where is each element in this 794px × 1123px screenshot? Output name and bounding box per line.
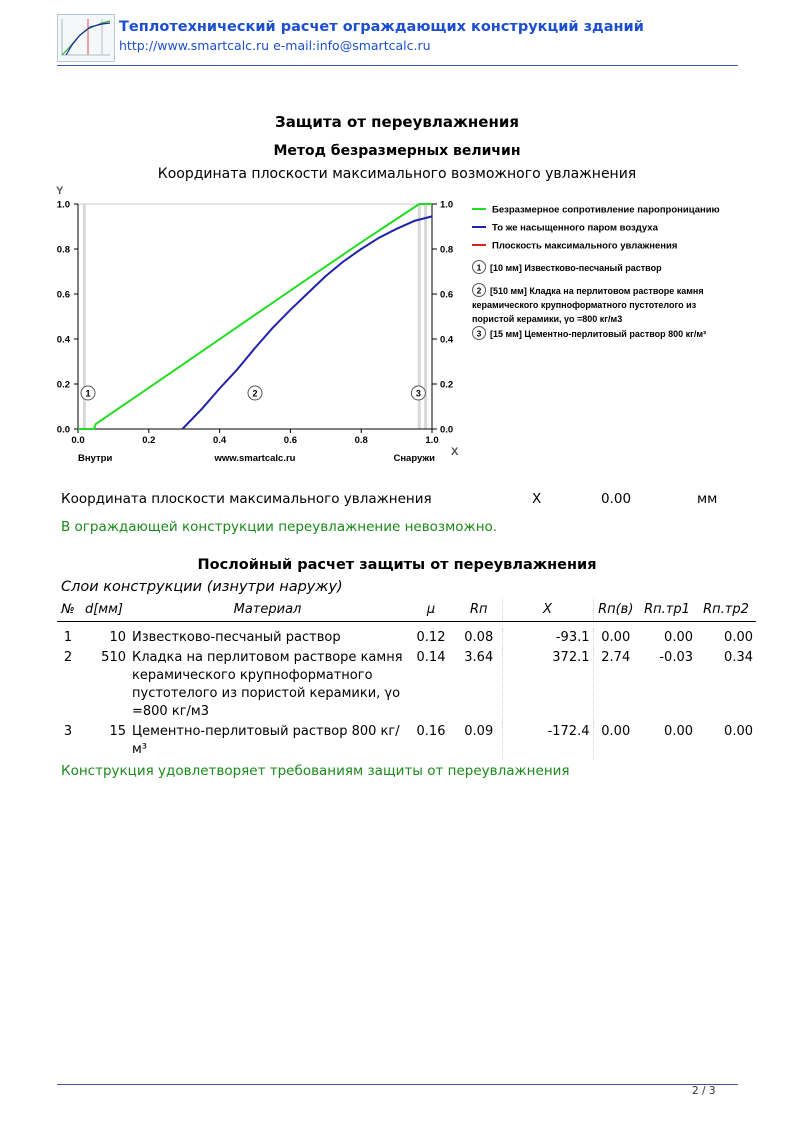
legend-layer-text: [510 мм] Кладка на перлитовом растворе камня керамического крупноформатного пустотелого из пористой керамики, γо =800 кг/м3 bbox=[472, 286, 704, 324]
col-header-rp-v: Rп(в) bbox=[593, 598, 638, 622]
x-axis-letter: X bbox=[451, 446, 459, 458]
legend-layer-text: [15 мм] Цементно-перлитовый раствор 800 кг/м³ bbox=[490, 329, 707, 339]
logo-chart-icon bbox=[58, 15, 114, 61]
table-header-row bbox=[57, 598, 756, 622]
x-tick-label: 0.4 bbox=[212, 435, 227, 446]
cell-mu: 0.16 bbox=[416, 724, 446, 739]
cell-rp-tr1: 0.00 bbox=[664, 630, 693, 645]
moisture-chart bbox=[52, 182, 762, 464]
result-conclusion: В ограждающей конструкции переувлажнение невозможно. bbox=[61, 519, 498, 535]
header-title: Теплотехнический расчет ограждающих конструкций зданий bbox=[119, 19, 644, 35]
layers-subtitle: Слои конструкции (изнутри наружу) bbox=[61, 579, 343, 595]
cell-rp-tr2: 0.00 bbox=[724, 630, 753, 645]
legend-layer-number: 3 bbox=[476, 328, 482, 339]
x-left-label: Внутри bbox=[78, 453, 113, 464]
col-header-rp-tr2: Rп.тр2 bbox=[696, 598, 756, 622]
y-tick-label: 0.8 bbox=[56, 244, 70, 256]
y2-tick-label: 1.0 bbox=[440, 199, 454, 211]
cell-thickness: 15 bbox=[109, 724, 126, 739]
result-label: Координата плоскости максимального увлажнения bbox=[61, 491, 432, 507]
y-tick-label: 0.4 bbox=[56, 334, 70, 346]
cell-material: Цементно-перлитовый раствор 800 кг/м³ bbox=[132, 724, 400, 757]
y2-tick-label: 0.4 bbox=[440, 334, 454, 346]
x-tick-label: 0.2 bbox=[142, 435, 156, 446]
cell-rp: 3.64 bbox=[464, 650, 494, 665]
y-tick-label: 0.0 bbox=[56, 424, 70, 436]
layers-table bbox=[57, 598, 756, 760]
cell-rp: 0.08 bbox=[464, 630, 494, 645]
final-conclusion: Конструкция удовлетворяет требованиям защиты от переувлажнения bbox=[61, 763, 570, 779]
legend-entry-1: Безразмерное сопротивление паропроницанию bbox=[492, 204, 720, 216]
table-row bbox=[57, 722, 756, 760]
col-header-mu: μ bbox=[406, 598, 456, 622]
y2-tick-label: 0.8 bbox=[440, 244, 454, 256]
cell-num: 1 bbox=[63, 630, 73, 645]
method-title: Метод безразмерных величин bbox=[273, 143, 521, 159]
chart-caption: Координата плоскости максимального возможного увлажнения bbox=[157, 166, 637, 182]
col-header-x: X bbox=[502, 598, 593, 622]
cell-num: 2 bbox=[63, 650, 73, 665]
layer-marker-number: 1 bbox=[85, 388, 91, 399]
legend-entry-2: То же насыщенного паром воздуха bbox=[492, 222, 658, 234]
col-header-material: Материал bbox=[129, 598, 406, 622]
y2-tick-label: 0.0 bbox=[440, 424, 454, 436]
y2-tick-label: 0.6 bbox=[440, 289, 454, 301]
layer-calc-title: Послойный расчет защиты от переувлажнения bbox=[197, 557, 597, 573]
col-header-num: № bbox=[57, 598, 79, 622]
cell-rp: 0.09 bbox=[464, 724, 494, 739]
section-title: Защита от переувлажнения bbox=[275, 113, 519, 131]
legend-entry-3: Плоскость максимального увлажнения bbox=[492, 240, 678, 252]
x-center-label: www.smartcalc.ru bbox=[214, 453, 296, 464]
result-unit: мм bbox=[697, 491, 718, 507]
cell-rp-v: 0.00 bbox=[593, 628, 638, 648]
layer-marker-number: 3 bbox=[415, 388, 421, 399]
y-tick-label: 0.2 bbox=[56, 379, 70, 391]
table-row bbox=[57, 628, 756, 648]
cell-num: 3 bbox=[63, 724, 73, 739]
col-header-rp: Rп bbox=[456, 598, 502, 622]
y-tick-label: 1.0 bbox=[56, 199, 70, 211]
y2-tick-label: 0.2 bbox=[440, 379, 454, 391]
x-tick-label: 0.6 bbox=[283, 435, 298, 446]
cell-rp-v: 0.00 bbox=[593, 722, 638, 760]
cell-rp-tr1: -0.03 bbox=[659, 650, 693, 665]
header-links[interactable]: http://www.smartcalc.ru e-mail:info@smartcalc.ru bbox=[119, 38, 431, 53]
footer-divider bbox=[57, 1084, 738, 1085]
x-right-label: Снаружи bbox=[393, 453, 435, 464]
cell-mu: 0.14 bbox=[416, 650, 446, 665]
table-row bbox=[57, 648, 756, 722]
x-tick-label: 0.8 bbox=[354, 435, 368, 446]
cell-rp-tr2: 0.00 bbox=[724, 724, 753, 739]
app-logo bbox=[57, 14, 115, 62]
cell-rp-v: 2.74 bbox=[593, 648, 638, 722]
cell-rp-tr1: 0.00 bbox=[664, 724, 693, 739]
col-header-rp-tr1: Rп.тр1 bbox=[638, 598, 696, 622]
cell-x: -93.1 bbox=[502, 628, 593, 648]
result-var: X bbox=[532, 491, 542, 507]
result-value: 0.00 bbox=[601, 491, 632, 507]
header-divider bbox=[57, 65, 738, 66]
cell-thickness: 510 bbox=[101, 650, 126, 665]
cell-material: Известково-песчаный раствор bbox=[132, 630, 341, 645]
x-tick-label: 0.0 bbox=[71, 435, 85, 446]
legend-layer-text: [10 мм] Известково-песчаный раствор bbox=[490, 263, 662, 273]
cell-material: Кладка на перлитовом растворе камня керамического крупноформатного пустотелого из пористой керамики, γо =800 кг/м3 bbox=[132, 650, 403, 719]
col-header-thickness: d[мм] bbox=[79, 598, 129, 622]
legend-layer-number: 1 bbox=[476, 262, 482, 273]
cell-thickness: 10 bbox=[109, 630, 126, 645]
cell-x: -172.4 bbox=[502, 722, 593, 760]
cell-x: 372.1 bbox=[502, 648, 593, 722]
cell-rp-tr2: 0.34 bbox=[724, 650, 753, 665]
page-number: 2 / 3 bbox=[692, 1085, 716, 1097]
y-axis-letter: Y bbox=[56, 185, 64, 197]
y-tick-label: 0.6 bbox=[56, 289, 70, 301]
cell-mu: 0.12 bbox=[416, 630, 446, 645]
legend-layer-number: 2 bbox=[476, 285, 482, 296]
x-tick-label: 1.0 bbox=[425, 435, 439, 446]
layer-marker-number: 2 bbox=[252, 388, 258, 399]
